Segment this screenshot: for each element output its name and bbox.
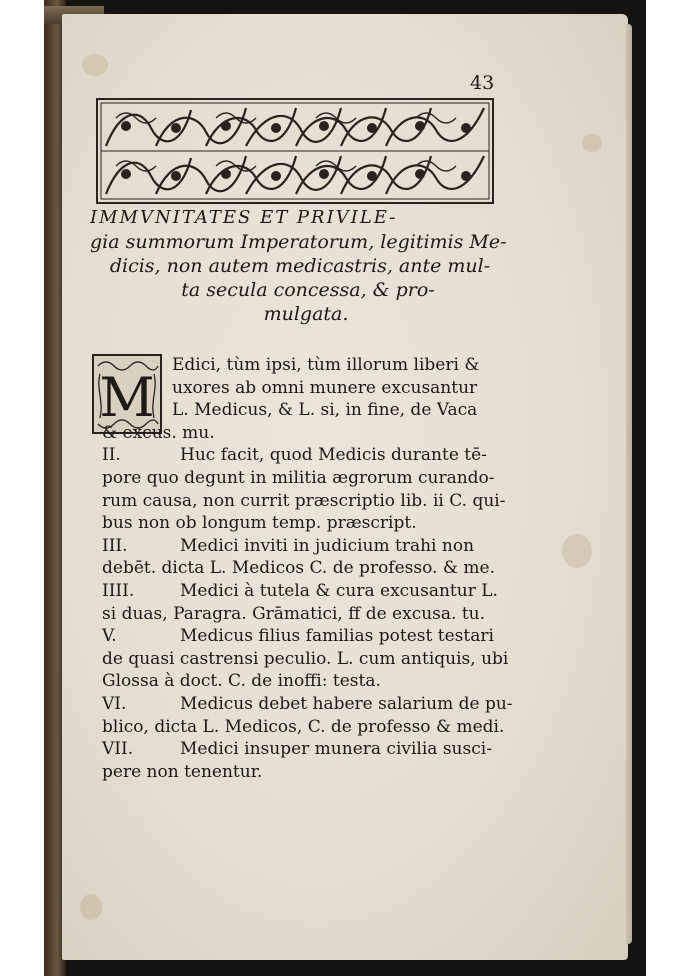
text-line: & excus. mu. [102,422,215,443]
page-number: 43 [470,72,495,94]
foxing-stain [82,54,108,76]
foxing-stain [80,894,102,920]
text-line: Medici insuper munera civilia susci- [180,739,492,760]
title-line: IMMVNITATES ET PRIVILE- [90,207,398,228]
title-line: gia summorum Imperatorum, legitimis Me- [90,231,507,253]
text-line: pere non tenentur. [102,761,263,782]
text-line: de quasi castrensi peculio. L. cum antiquis, ubi [102,648,509,669]
text-line: blico, dicta L. Medicos, C. de professo & medi. [102,716,505,737]
text-line: Medici inviti in judicium trahi non [180,535,475,556]
title-line: ta secula concessa, & pro- [181,279,435,301]
paragraph-1 [102,354,522,444]
text-line: rum causa, non currit præscriptio lib. ii C. qui- [102,490,506,511]
ornamental-headpiece [96,98,494,204]
text-line: Medicus debet habere salarium de pu- [180,693,513,714]
paragraph-5 [102,625,522,693]
section-title [90,206,510,326]
foxing-stain [582,134,602,152]
text-line: Medici à tutela & cura excusantur L. [180,580,498,601]
text-line: L. Medicus, & L. si, in fine, de Vaca [172,400,478,421]
text-line: debēt. dicta L. Medicos C. de professo. & me. [102,558,495,579]
paragraph-2 [102,444,522,534]
paragraph-4 [102,580,522,625]
text-line: Edici, tùm ipsi, tùm illorum liberi & [172,355,480,375]
text-line: pore quo degunt in militia ægrorum curando- [102,467,495,488]
title-line: mulgata. [263,303,349,325]
paragraph-numeral: V. [102,626,117,647]
text-line: Medicus filius familias potest testari [180,626,494,647]
text-line: Glossa à doct. C. de inoffi: testa. [102,671,381,692]
paragraph-6 [102,693,522,738]
paragraph-7 [102,738,522,783]
body-text [102,354,522,783]
paragraph-numeral: VI. [102,693,127,714]
paragraph-numeral: VII. [102,739,134,760]
paragraph-numeral: IIII. [102,580,135,601]
svg-text:M: M [99,366,155,429]
paragraph-numeral: III. [102,535,128,556]
text-line: uxores ab omni munere excusantur [172,377,478,398]
text-line: bus non ob longum temp. præscript. [102,513,417,534]
text-line: si duas, Paragra. Grāmatici, ff de excusa. tu. [102,603,486,624]
paragraph-3 [102,535,522,580]
title-line: dicis, non autem medicastris, ante mul- [109,255,491,277]
text-line: Huc facit, quod Medicis durante tē- [180,445,487,466]
foxing-stain [562,534,592,568]
paragraph-numeral: II. [102,445,121,466]
